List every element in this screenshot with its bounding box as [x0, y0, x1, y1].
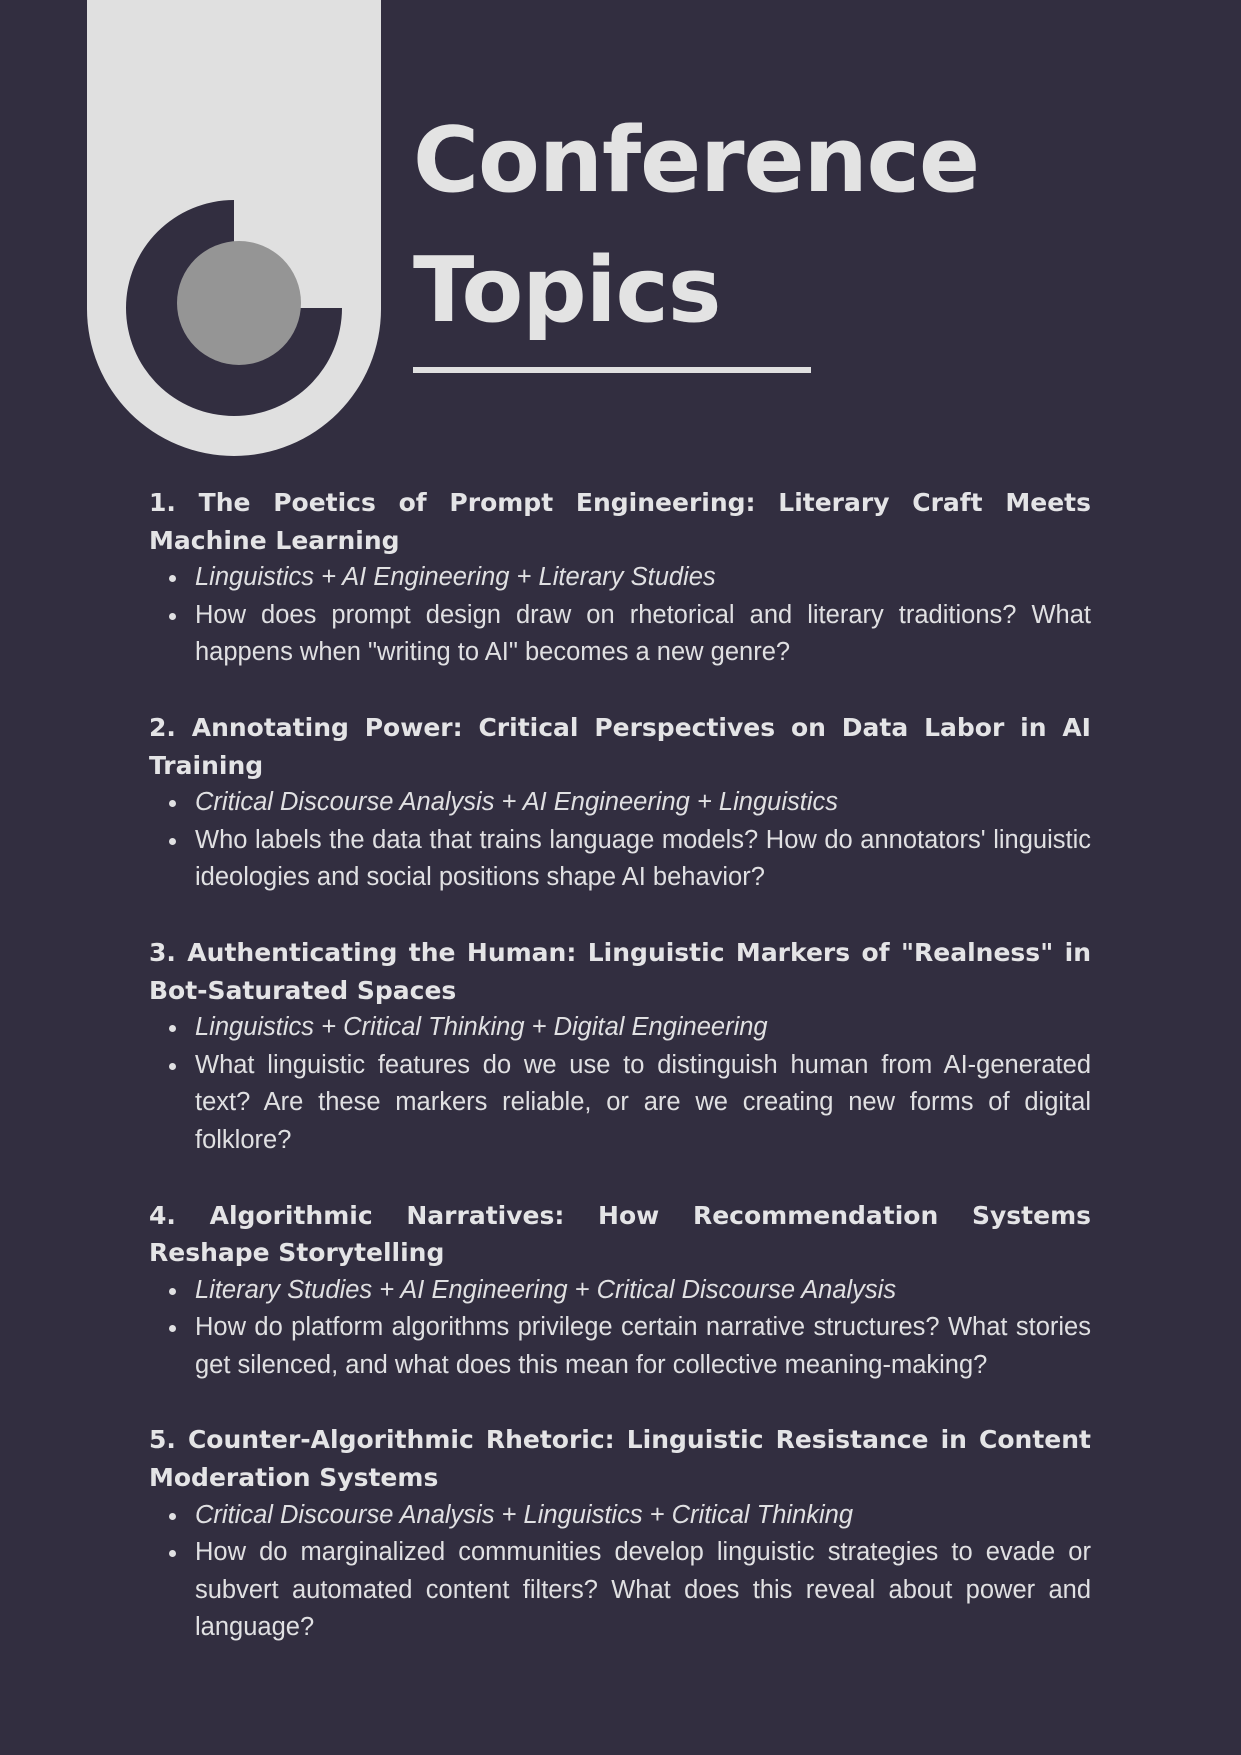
- topic-details: [149, 1009, 1091, 1159]
- topic-question: What linguistic features do we use to distinguish human from AI-generated text? Are these markers reliable, or are we creating new forms of digital folklore?: [195, 1047, 1091, 1160]
- topic-details: [149, 1497, 1091, 1647]
- topic-title: 1. The Poetics of Prompt Engineering: Literary Craft Meets Machine Learning: [149, 488, 1091, 555]
- topic-title: 5. Counter-Algorithmic Rhetoric: Linguistic Resistance in Content Moderation Systems: [149, 1425, 1091, 1493]
- topic-title: 4. Algorithmic Narratives: How Recommendation Systems Reshape Storytelling: [149, 1200, 1091, 1268]
- topic-question: How do platform algorithms privilege certain narrative structures? What stories get silenced, and what does this mean for collective meaning-making?: [195, 1309, 1091, 1384]
- topic-item: [149, 934, 1091, 1160]
- logo-icon: [126, 200, 342, 416]
- topic-disciplines: Literary Studies + AI Engineering + Critical Discourse Analysis: [195, 1272, 1091, 1310]
- topic-item: [149, 1421, 1091, 1647]
- topic-disciplines: Linguistics + AI Engineering + Literary Studies: [195, 559, 1091, 597]
- topic-details: [149, 1272, 1091, 1385]
- topic-question: How does prompt design draw on rhetorical and literary traditions? What happens when "writing to AI" becomes a new genre?: [195, 597, 1091, 672]
- topic-title: 3. Authenticating the Human: Linguistic Markers of "Realness" in Bot-Saturated Spaces: [149, 937, 1091, 1005]
- page-title: [413, 96, 979, 356]
- topic-question: Who labels the data that trains language models? How do annotators' linguistic ideologies and social positions shape AI behavior?: [195, 822, 1091, 897]
- topic-item: [149, 709, 1091, 897]
- topics-list: [149, 484, 1091, 1684]
- logo-dot: [177, 241, 301, 365]
- page-title-line-2: Topics: [413, 238, 721, 343]
- topic-details: [149, 784, 1091, 897]
- topic-disciplines: Critical Discourse Analysis + Linguistics + Critical Thinking: [195, 1497, 1091, 1535]
- title-underline: [413, 367, 811, 373]
- topic-details: [149, 559, 1091, 672]
- topic-item: [149, 484, 1091, 672]
- topic-disciplines: Critical Discourse Analysis + AI Engineering + Linguistics: [195, 784, 1091, 822]
- page-title-line-1: Conference: [413, 108, 980, 213]
- topic-title: 2. Annotating Power: Critical Perspectives on Data Labor in AI Training: [149, 712, 1091, 780]
- topic-disciplines: Linguistics + Critical Thinking + Digital Engineering: [195, 1009, 1091, 1047]
- topic-question: How do marginalized communities develop linguistic strategies to evade or subvert automated content filters? What does this reveal about power and language?: [195, 1534, 1091, 1647]
- topic-item: [149, 1197, 1091, 1385]
